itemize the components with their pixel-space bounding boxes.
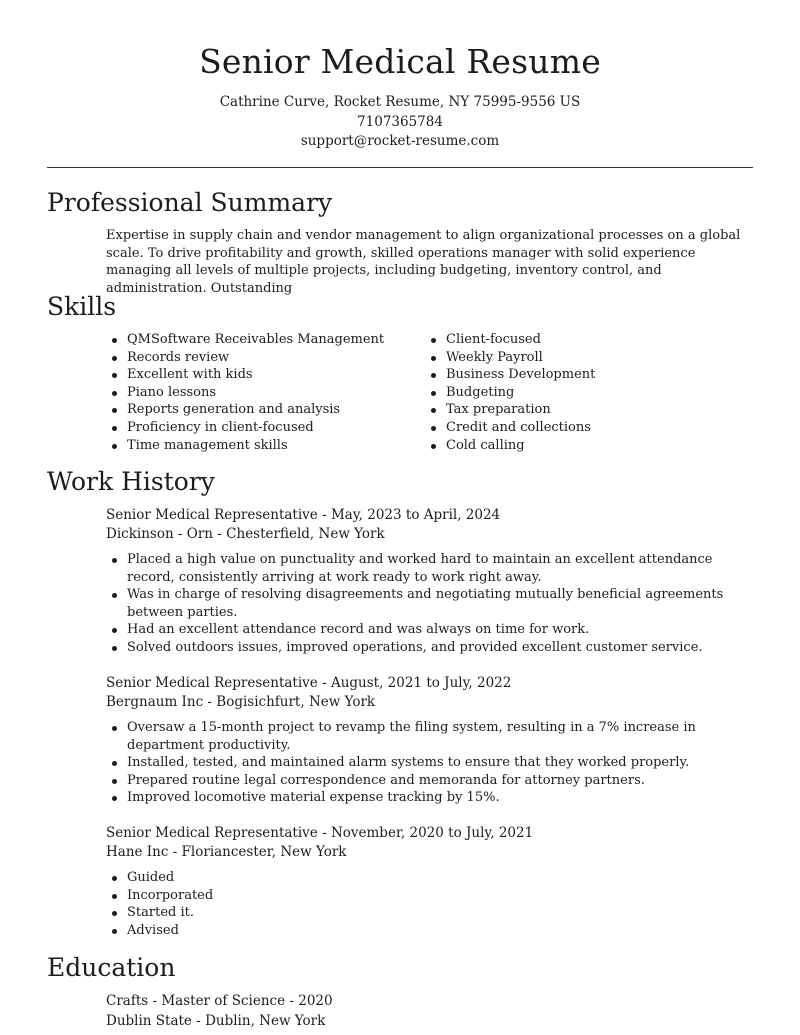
skill-item: Client-focused <box>425 331 725 349</box>
job-duty: Prepared routine legal correspondence and memoranda for attorney partners. <box>106 772 756 790</box>
skill-item: Cold calling <box>425 437 725 455</box>
skill-item: Proficiency in client-focused <box>106 419 406 437</box>
job-location: Bogisichfurt, New York <box>216 694 376 710</box>
job-duty: Solved outdoors issues, improved operations, and provided excellent customer service. <box>106 639 756 657</box>
education-school: Crafts <box>106 993 149 1009</box>
separator: - <box>317 825 331 841</box>
summary-text: Expertise in supply chain and vendor management to align organizational processes on a global scale. To drive profitability and growth, skilled operations manager with solid experience managing all levels of multiple projects, including budgeting, inventory control, and administration. Outstanding <box>106 228 741 296</box>
separator: - <box>168 844 182 860</box>
job-dates: May, 2023 to April, 2024 <box>330 507 501 523</box>
skill-item: Records review <box>106 349 406 367</box>
education-heading: Education <box>47 953 176 982</box>
separator: - <box>203 694 217 710</box>
separator: - <box>317 675 331 691</box>
summary-heading: Professional Summary <box>47 188 333 217</box>
skills-list-right <box>425 331 725 454</box>
separator: - <box>148 993 162 1009</box>
job-company: Bergnaum Inc <box>106 694 204 710</box>
job-duty: Oversaw a 15-month project to revamp the filing system, resulting in a 7% increase in department productivity. <box>106 719 756 754</box>
job-company-line <box>106 693 756 712</box>
skill-item: Credit and collections <box>425 419 725 437</box>
skills-list-left <box>106 331 406 454</box>
skill-item: Excellent with kids <box>106 366 406 384</box>
job-dates: August, 2021 to July, 2022 <box>330 675 512 691</box>
job-duties <box>106 551 756 657</box>
skill-item: Budgeting <box>425 384 725 402</box>
separator: - <box>285 993 299 1009</box>
job-duties <box>106 869 756 939</box>
contact-block <box>0 93 800 152</box>
job-title-line <box>106 824 756 843</box>
education-location: Dublin, New York <box>205 1013 326 1029</box>
skill-item: Time management skills <box>106 437 406 455</box>
skill-item: Tax preparation <box>425 401 725 419</box>
separator: - <box>191 1013 206 1029</box>
separator: - <box>213 526 227 542</box>
job-entry <box>106 674 756 807</box>
job-title: Senior Medical Representative <box>106 825 318 841</box>
job-duty: Improved locomotive material expense tracking by 15%. <box>106 789 756 807</box>
header-divider <box>47 167 753 168</box>
education-degree-line <box>106 991 756 1011</box>
job-title: Senior Medical Representative <box>106 675 318 691</box>
contact-phone: 7107365784 <box>357 113 443 130</box>
job-duties <box>106 719 756 807</box>
job-title-line <box>106 674 756 693</box>
job-duty: Installed, tested, and maintained alarm systems to ensure that they worked properly. <box>106 754 756 772</box>
skill-item: Weekly Payroll <box>425 349 725 367</box>
job-duty: Advised <box>106 922 756 940</box>
job-duty: Started it. <box>106 904 756 922</box>
skill-item: Piano lessons <box>106 384 406 402</box>
education-institution: Dublin State <box>106 1013 192 1029</box>
job-company: Hane Inc <box>106 844 169 860</box>
job-company-line <box>106 525 756 544</box>
resume-title: Senior Medical Resume <box>199 42 601 81</box>
education-degree: Master of Science <box>161 993 286 1009</box>
job-company-line <box>106 843 756 862</box>
education-year: 2020 <box>298 993 333 1009</box>
skills-heading: Skills <box>47 292 117 321</box>
contact-email: support@rocket-resume.com <box>300 133 500 149</box>
job-duty: Placed a high value on punctuality and worked hard to maintain an excellent attendance record, consistently arriving at work ready to work right away. <box>106 551 756 586</box>
job-duty: Had an excellent attendance record and was always on time for work. <box>106 621 756 639</box>
skill-item: QMSoftware Receivables Management <box>106 331 406 349</box>
job-title: Senior Medical Representative <box>106 507 318 523</box>
job-company: Dickinson - Orn <box>106 526 214 542</box>
job-duty: Guided <box>106 869 756 887</box>
job-duty: Incorporated <box>106 887 756 905</box>
job-location: Floriancester, New York <box>181 844 347 860</box>
work-history-heading: Work History <box>47 467 215 496</box>
job-duty: Was in charge of resolving disagreements and negotiating mutually beneficial agreements between parties. <box>106 586 756 621</box>
education-entry <box>106 991 756 1031</box>
skill-item: Business Development <box>425 366 725 384</box>
job-title-line <box>106 506 756 525</box>
job-entry <box>106 824 756 939</box>
job-dates: November, 2020 to July, 2021 <box>330 825 534 841</box>
contact-address: Cathrine Curve, Rocket Resume, NY 75995-9556 US <box>219 94 581 110</box>
education-institution-line <box>106 1011 756 1031</box>
skill-item: Reports generation and analysis <box>106 401 406 419</box>
separator: - <box>317 507 331 523</box>
job-location: Chesterfield, New York <box>226 526 385 542</box>
job-entry <box>106 506 756 657</box>
